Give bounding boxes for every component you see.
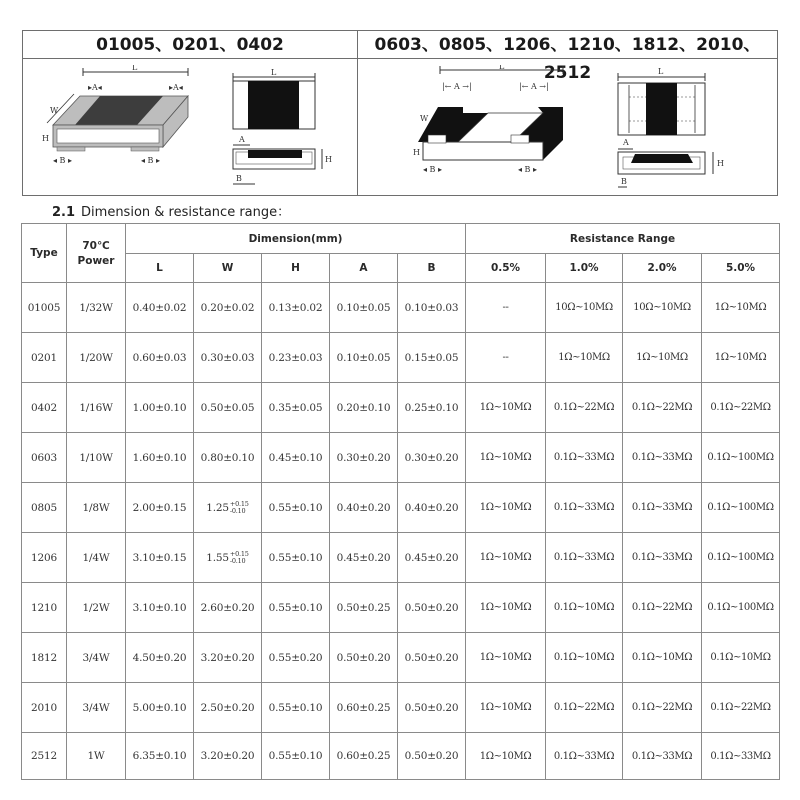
cell-type: 1210 [22, 583, 67, 633]
table-row-2512 [22, 733, 780, 780]
asymmetric-tolerance [206, 501, 249, 514]
cell-H: 0.55±0.20 [262, 633, 330, 683]
header-dim-H: H [262, 254, 330, 283]
cell-res-2.0: 0.1Ω~33MΩ [623, 733, 702, 780]
header-power-label: Power [77, 254, 115, 267]
cell-res-0.5: 1Ω~10MΩ [466, 433, 546, 483]
cell-A: 0.30±0.20 [330, 433, 398, 483]
tolerance-stack [230, 551, 249, 564]
svg-text:A: A [239, 135, 245, 144]
cell-H: 0.23±0.03 [262, 333, 330, 383]
cell-res-2.0: 0.1Ω~22MΩ [623, 583, 702, 633]
svg-text:|← A →|: |← A →| [519, 82, 549, 91]
cell-res-0.5: 1Ω~10MΩ [466, 583, 546, 633]
cell-type: 2512 [22, 733, 67, 780]
cell-type: 0402 [22, 383, 67, 433]
svg-text:B: B [621, 177, 627, 186]
cell-L: 1.60±0.10 [126, 433, 194, 483]
cell-L: 5.00±0.10 [126, 683, 194, 733]
cell-type: 0603 [22, 433, 67, 483]
cell-B: 0.50±0.20 [398, 683, 466, 733]
cell-res-1.0: 0.1Ω~22MΩ [546, 383, 623, 433]
svg-text:L: L [132, 65, 138, 72]
cell-B: 0.25±0.10 [398, 383, 466, 433]
cell-A: 0.60±0.25 [330, 683, 398, 733]
cell-H: 0.13±0.02 [262, 283, 330, 333]
header-res-0.5: 0.5% [466, 254, 546, 283]
cell-L: 3.10±0.15 [126, 533, 194, 583]
cell-res-1.0: 1Ω~10MΩ [546, 333, 623, 383]
header-dim-A: A [330, 254, 398, 283]
cell-res-0.5: -- [466, 283, 546, 333]
cell-B: 0.50±0.20 [398, 733, 466, 780]
header-dim-W: W [194, 254, 262, 283]
cell-type: 0805 [22, 483, 67, 533]
cell-res-2.0: 0.1Ω~33MΩ [623, 433, 702, 483]
svg-text:H: H [717, 159, 724, 168]
cell-res-0.5: 1Ω~10MΩ [466, 383, 546, 433]
table-row-01005 [22, 283, 780, 333]
cell-W: 0.30±0.03 [194, 333, 262, 383]
cell-power: 1/10W [67, 433, 126, 483]
section-heading [52, 201, 290, 220]
cell-power: 1/16W [67, 383, 126, 433]
cell-res-1.0: 10Ω~10MΩ [546, 283, 623, 333]
cell-res-0.5: -- [466, 333, 546, 383]
svg-text:L: L [499, 65, 505, 71]
cell-res-1.0: 0.1Ω~33MΩ [546, 533, 623, 583]
svg-text:◂ B ▸: ◂ B ▸ [518, 165, 537, 174]
svg-text:L: L [271, 69, 277, 77]
table-row-0805 [22, 483, 780, 533]
asymmetric-tolerance [206, 551, 249, 564]
cell-power: 1W [67, 733, 126, 780]
cell-L: 0.60±0.03 [126, 333, 194, 383]
cell-W [194, 483, 262, 533]
cell-A: 0.60±0.25 [330, 733, 398, 780]
cell-res-0.5: 1Ω~10MΩ [466, 683, 546, 733]
cell-B: 0.10±0.03 [398, 283, 466, 333]
small-chip-top-side-diagram [223, 69, 333, 189]
cell-power: 1/20W [67, 333, 126, 383]
cell-res-5.0: 0.1Ω~100MΩ [702, 483, 780, 533]
cell-B: 0.50±0.20 [398, 633, 466, 683]
cell-res-2.0: 0.1Ω~33MΩ [623, 483, 702, 533]
cell-res-5.0: 0.1Ω~22MΩ [702, 383, 780, 433]
dimension-resistance-table [21, 223, 780, 780]
cell-res-0.5: 1Ω~10MΩ [466, 533, 546, 583]
header-resistance-group: Resistance Range [466, 224, 780, 254]
table-row-1206 [22, 533, 780, 583]
tolerance-plus: +0.15 [229, 500, 249, 508]
cell-A: 0.45±0.20 [330, 533, 398, 583]
cell-B: 0.30±0.20 [398, 433, 466, 483]
svg-text:L: L [658, 67, 664, 76]
cell-res-5.0: 0.1Ω~22MΩ [702, 683, 780, 733]
cell-res-1.0: 0.1Ω~33MΩ [546, 733, 623, 780]
small-package-title: 01005、0201、0402 [23, 31, 357, 59]
large-package-title: 0603、0805、1206、1210、1812、2010、2512 [357, 31, 777, 59]
cell-res-0.5: 1Ω~10MΩ [466, 483, 546, 533]
cell-H: 0.55±0.10 [262, 733, 330, 780]
cell-type: 2010 [22, 683, 67, 733]
header-res-1.0: 1.0% [546, 254, 623, 283]
svg-text:H: H [42, 134, 49, 143]
cell-res-5.0: 0.1Ω~100MΩ [702, 433, 780, 483]
tolerance-stack [230, 501, 249, 514]
large-chip-3d-diagram [398, 65, 578, 175]
cell-type: 1206 [22, 533, 67, 583]
header-res-5.0: 5.0% [702, 254, 780, 283]
header-type: Type [22, 224, 67, 283]
cell-res-5.0: 1Ω~10MΩ [702, 333, 780, 383]
table-row-0201 [22, 333, 780, 383]
large-chip-top-side-diagram [613, 67, 733, 192]
svg-text:H: H [413, 148, 420, 157]
tolerance-minus: -0.10 [229, 556, 246, 565]
svg-text:A: A [623, 138, 629, 147]
tolerance-minus: -0.10 [229, 506, 246, 515]
svg-text:|← A →|: |← A →| [442, 82, 472, 91]
cell-L: 1.00±0.10 [126, 383, 194, 433]
cell-B: 0.40±0.20 [398, 483, 466, 533]
svg-text:◂ B ▸: ◂ B ▸ [53, 156, 72, 165]
cell-res-0.5: 1Ω~10MΩ [466, 633, 546, 683]
table-row-1210 [22, 583, 780, 633]
cell-H: 0.55±0.10 [262, 583, 330, 633]
header-power-temp: 70℃ [82, 239, 110, 252]
cell-type: 1812 [22, 633, 67, 683]
cell-res-5.0: 0.1Ω~100MΩ [702, 533, 780, 583]
cell-B: 0.50±0.20 [398, 583, 466, 633]
table-row-1812 [22, 633, 780, 683]
cell-res-2.0: 0.1Ω~22MΩ [623, 683, 702, 733]
tolerance-base: 1.55 [206, 551, 229, 564]
small-chip-3d-diagram [33, 65, 193, 165]
table-row-2010 [22, 683, 780, 733]
cell-power: 1/2W [67, 583, 126, 633]
cell-res-5.0: 1Ω~10MΩ [702, 283, 780, 333]
cell-A: 0.10±0.05 [330, 283, 398, 333]
cell-L: 4.50±0.20 [126, 633, 194, 683]
package-divider [357, 59, 358, 195]
svg-text:W: W [50, 106, 59, 115]
cell-W: 0.20±0.02 [194, 283, 262, 333]
cell-A: 0.50±0.25 [330, 583, 398, 633]
cell-H: 0.55±0.10 [262, 483, 330, 533]
tolerance-base: 1.25 [206, 501, 229, 514]
cell-L: 2.00±0.15 [126, 483, 194, 533]
cell-type: 0201 [22, 333, 67, 383]
cell-power: 1/4W [67, 533, 126, 583]
cell-power: 3/4W [67, 633, 126, 683]
cell-res-1.0: 0.1Ω~33MΩ [546, 483, 623, 533]
cell-H: 0.45±0.10 [262, 433, 330, 483]
header-res-2.0: 2.0% [623, 254, 702, 283]
cell-W: 3.20±0.20 [194, 633, 262, 683]
cell-res-1.0: 0.1Ω~22MΩ [546, 683, 623, 733]
header-dim-B: B [398, 254, 466, 283]
cell-W: 3.20±0.20 [194, 733, 262, 780]
cell-H: 0.55±0.10 [262, 533, 330, 583]
cell-res-1.0: 0.1Ω~10MΩ [546, 633, 623, 683]
cell-power: 1/8W [67, 483, 126, 533]
svg-text:◂ B ▸: ◂ B ▸ [423, 165, 442, 174]
section-number: 2.1 [52, 205, 76, 220]
cell-B: 0.15±0.05 [398, 333, 466, 383]
cell-H: 0.55±0.10 [262, 683, 330, 733]
cell-res-2.0: 1Ω~10MΩ [623, 333, 702, 383]
cell-res-5.0: 0.1Ω~100MΩ [702, 583, 780, 633]
cell-res-1.0: 0.1Ω~33MΩ [546, 433, 623, 483]
cell-W: 0.50±0.05 [194, 383, 262, 433]
cell-L: 6.35±0.10 [126, 733, 194, 780]
cell-A: 0.10±0.05 [330, 333, 398, 383]
table-row-0603 [22, 433, 780, 483]
cell-L: 0.40±0.02 [126, 283, 194, 333]
cell-res-2.0: 0.1Ω~22MΩ [623, 383, 702, 433]
cell-res-2.0: 10Ω~10MΩ [623, 283, 702, 333]
cell-power: 1/32W [67, 283, 126, 333]
cell-W: 0.80±0.10 [194, 433, 262, 483]
table-row-0402 [22, 383, 780, 433]
cell-res-5.0: 0.1Ω~33MΩ [702, 733, 780, 780]
cell-res-1.0: 0.1Ω~10MΩ [546, 583, 623, 633]
cell-W: 2.60±0.20 [194, 583, 262, 633]
cell-H: 0.35±0.05 [262, 383, 330, 433]
svg-text:B: B [236, 174, 242, 183]
cell-L: 3.10±0.10 [126, 583, 194, 633]
cell-res-2.0: 0.1Ω~10MΩ [623, 633, 702, 683]
header-power [67, 224, 126, 283]
cell-A: 0.50±0.20 [330, 633, 398, 683]
cell-power: 3/4W [67, 683, 126, 733]
svg-text:W: W [420, 114, 429, 123]
cell-res-0.5: 1Ω~10MΩ [466, 733, 546, 780]
package-outline-box [22, 30, 778, 196]
svg-text:▸A◂: ▸A◂ [88, 83, 102, 92]
cell-A: 0.20±0.10 [330, 383, 398, 433]
header-dim-L: L [126, 254, 194, 283]
cell-B: 0.45±0.20 [398, 533, 466, 583]
svg-text:◂ B ▸: ◂ B ▸ [141, 156, 160, 165]
cell-W [194, 533, 262, 583]
header-dimension-group: Dimension(mm) [126, 224, 466, 254]
cell-W: 2.50±0.20 [194, 683, 262, 733]
tolerance-plus: +0.15 [229, 550, 249, 558]
cell-res-5.0: 0.1Ω~10MΩ [702, 633, 780, 683]
section-title: Dimension & resistance range： [81, 205, 291, 220]
svg-text:▸A◂: ▸A◂ [169, 83, 183, 92]
svg-text:H: H [325, 155, 332, 164]
cell-type: 01005 [22, 283, 67, 333]
cell-A: 0.40±0.20 [330, 483, 398, 533]
cell-res-2.0: 0.1Ω~33MΩ [623, 533, 702, 583]
